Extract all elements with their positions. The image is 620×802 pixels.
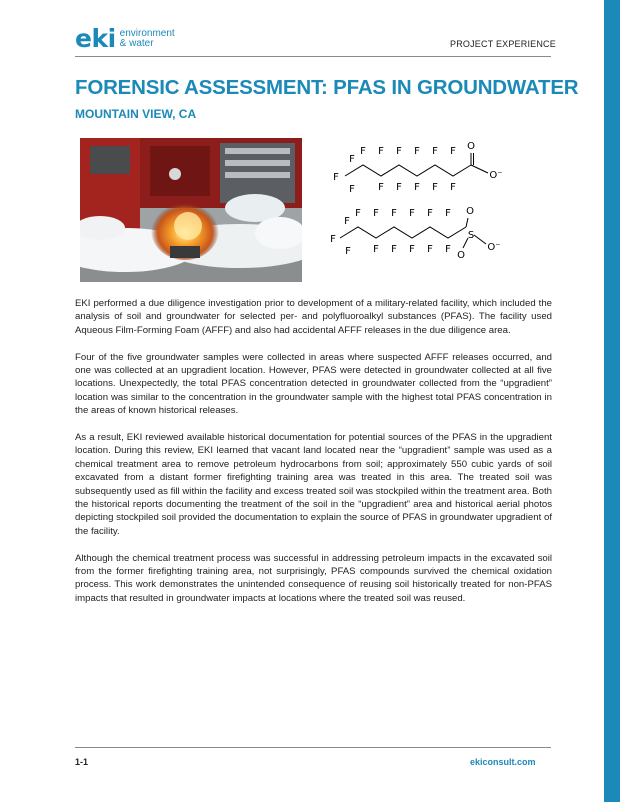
photo-illustration — [80, 138, 302, 282]
oxygen-label: O — [467, 141, 475, 152]
fluorine-label: F — [427, 244, 433, 255]
fluorine-label: F — [396, 146, 402, 157]
page-subtitle: MOUNTAIN VIEW, CA — [75, 107, 197, 121]
fluorine-label: F — [391, 208, 397, 219]
eki-logo — [75, 24, 175, 53]
fluorine-label: F — [373, 208, 379, 219]
pfas-structures — [330, 140, 530, 280]
paragraph: Although the chemical treatment process was successful in addressing petroleum impacts in the excavated soil from the former firefighting training area, not surprisingly, PFAS compounds survived the chemical oxidation process. This work demonstrates the unintended consequence of reusing soil historically treated for non-PFAS impacts that resulted in groundwater impacts at locations where the treated soil was reused. — [75, 552, 552, 604]
oxygen-label: O — [457, 250, 465, 261]
footer-divider — [75, 747, 551, 748]
fluorine-label: F — [373, 244, 379, 255]
fluorine-label: F — [409, 208, 415, 219]
side-accent-bar — [604, 0, 620, 802]
paragraph: Four of the five groundwater samples were collected in areas where suspected AFFF releases occurred, and one was collected at an upgradient location. However, PFAS were detected in groundwater collected at all five locations. Unexpectedly, the total PFAS concentration detected in groundwater collected from the “upgradient” location was similar to the concentration in the groundwater sample with the highest total PFAS concentration in the areas of known historical releases. — [75, 351, 552, 417]
anion-label: O⁻ — [487, 242, 501, 253]
fluorine-label: F — [445, 208, 451, 219]
fluorine-label: F — [432, 182, 438, 193]
website-link[interactable]: ekiconsult.com — [470, 757, 536, 767]
header-divider — [75, 56, 551, 57]
sulfonyl-bond-up — [466, 218, 468, 227]
sulfur-label: S — [467, 230, 475, 241]
fluorine-label: F — [378, 146, 384, 157]
firefighting-foam-photo — [80, 138, 302, 282]
fluorine-label: F — [360, 146, 366, 157]
fluorine-label: F — [409, 244, 415, 255]
fluorine-label: F — [414, 182, 420, 193]
fluorine-label: F — [450, 146, 456, 157]
sulfonate-o-bond — [474, 235, 486, 244]
logo-mark: eki — [75, 24, 116, 53]
page-number: 1-1 — [75, 757, 89, 767]
fluorine-label: F — [427, 208, 433, 219]
carboxylate-o-bond — [471, 165, 488, 173]
fluorine-label: F — [445, 244, 451, 255]
fluorine-label: F — [414, 146, 420, 157]
fluorine-label: F — [344, 216, 350, 227]
fluorine-label: F — [450, 182, 456, 193]
fluorine-label: F — [349, 154, 355, 165]
page-title: FORENSIC ASSESSMENT: PFAS IN GROUNDWATER — [75, 76, 579, 99]
oxygen-label: O — [466, 206, 474, 217]
fluorine-label: F — [355, 208, 361, 219]
fluorine-label: F — [391, 244, 397, 255]
fluorine-label: F — [378, 182, 384, 193]
logo-line-water: & water — [119, 38, 154, 49]
sulfonate-chain — [340, 227, 466, 238]
carboxylate-chain — [345, 165, 471, 176]
paragraph: As a result, EKI reviewed available historical documentation for potential sources of the PFAS in the upgradient location. During this review, EKI learned that vacant land located near the “upgradient” sample was used as a chemical treatment area to remove petroleum hydrocarbons from soil; approximately 550 cubic yards of soil excavated from a distant former firefighting training area was treated in this area. The treated soil was subsequently used as fill within the facility and excess treated soil was stockpiled within the treatment area. Both the historical reports documenting the treatment of the soil in the “upgradient” area and historical aerial photos depicting stockpiled soil provided the documentation to explain the source of PFAS in groundwater upgradient of the facility. — [75, 432, 552, 537]
fluorine-label: F — [349, 184, 355, 195]
fluorine-label: F — [345, 246, 351, 257]
fluorine-label: F — [330, 234, 336, 245]
body-text — [75, 297, 552, 619]
anion-label: O⁻ — [489, 170, 503, 181]
logo-line-environment: environment — [119, 28, 175, 39]
paragraph: EKI performed a due diligence investigation prior to development of a military-related facility, which included the analysis of soil and groundwater for selected per- and polyfluoroalkyl substances (PFAS). The facility used Aqueous Film-Forming Foam (AFFF) and also had accidental AFFF releases in the due diligence area. — [75, 298, 552, 336]
logo-text — [120, 29, 175, 49]
fluorine-label: F — [396, 182, 402, 193]
fluorine-label: F — [333, 172, 339, 183]
section-label: PROJECT EXPERIENCE — [450, 39, 556, 49]
fluorine-label: F — [432, 146, 438, 157]
